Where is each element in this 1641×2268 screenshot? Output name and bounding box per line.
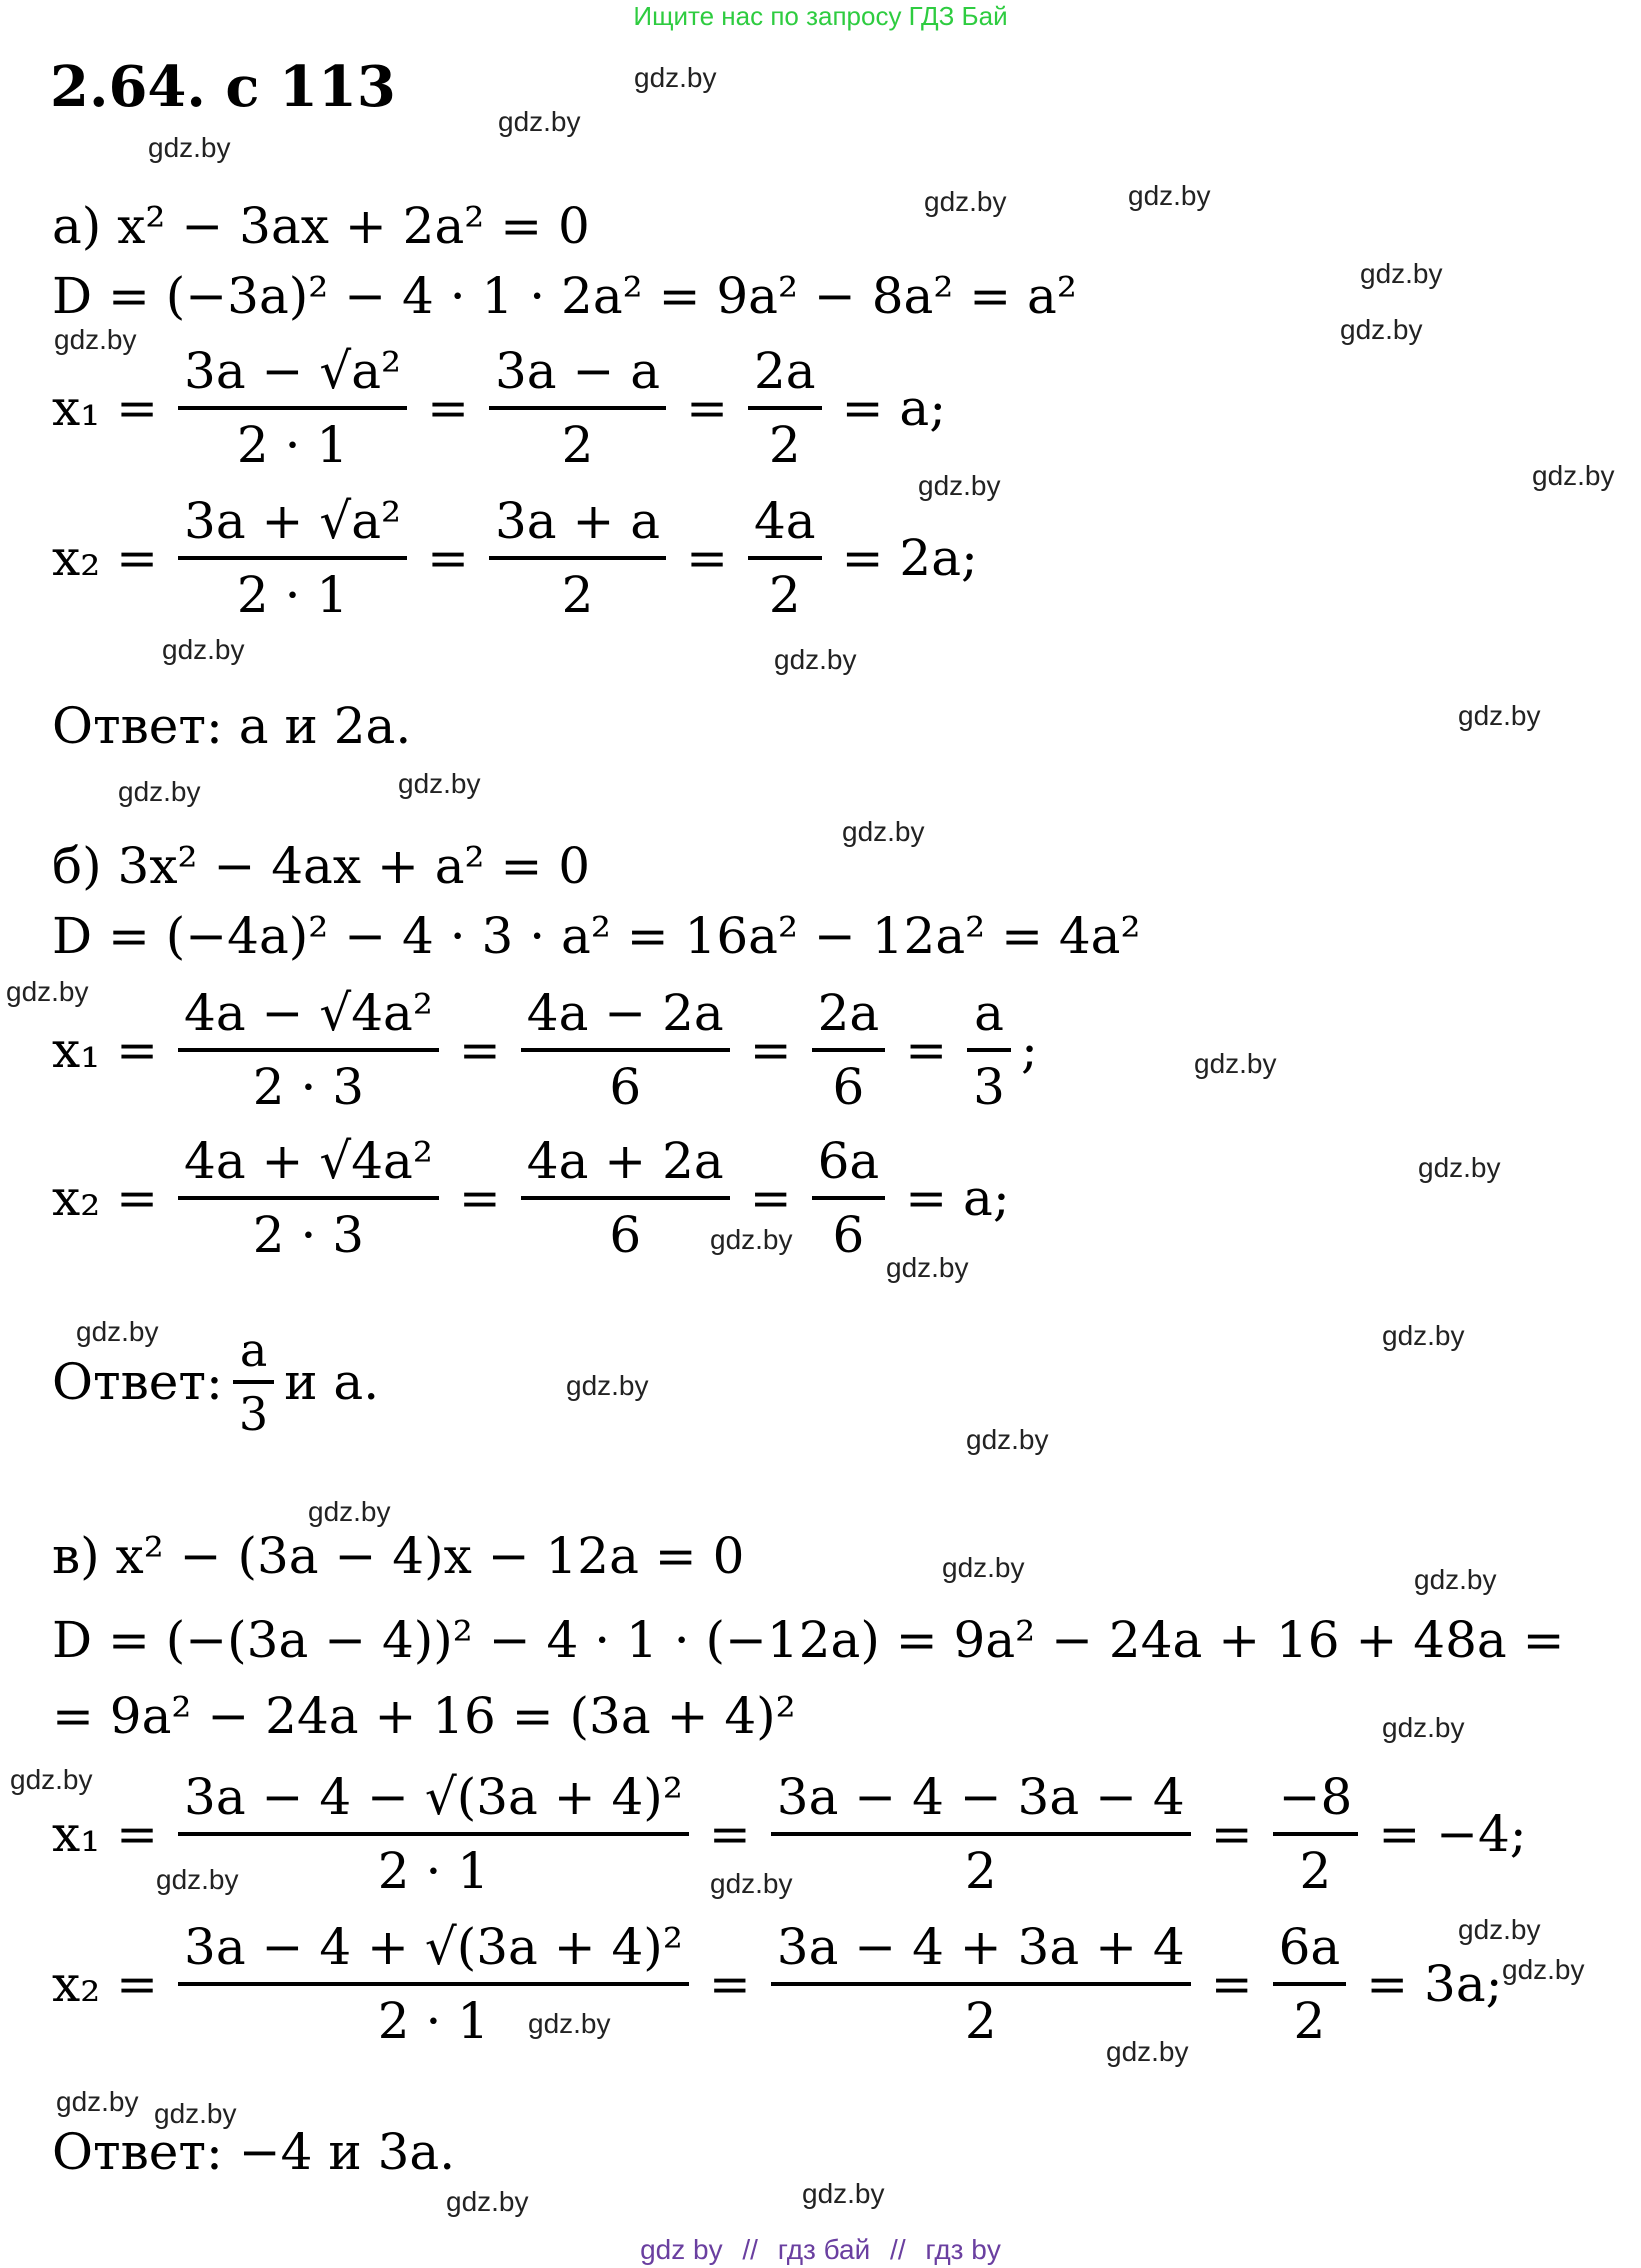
part-b-equation: б) 3x² − 4ax + a² = 0: [52, 837, 591, 895]
footer-link[interactable]: gdz by: [640, 2234, 723, 2265]
watermark: gdz.by: [154, 2098, 237, 2129]
watermark: gdz.by: [156, 1864, 239, 1895]
part-c-discriminant-1: D = (−(3a − 4))² − 4 · 1 · (−12a) = 9a² − 24a + 16 + 48a =: [52, 1611, 1565, 1669]
part-a-equation: а) x² − 3ax + 2a² = 0: [52, 197, 590, 255]
fraction: $\frac{3a - 4 + 3a + 4}{2}$: [771, 1916, 1191, 2052]
watermark: gdz.by: [942, 1552, 1025, 1583]
fraction: $\frac{6a}{6}$: [812, 1130, 886, 1266]
footer-separator: //: [890, 2234, 906, 2265]
part-a-x2: x₂ = $\frac{\text{3a + √a²}}{2 \cdot 1}$ = $\frac{3a + a}{2}$ = $\frac{4a}{2}$ = 2a;: [52, 492, 978, 624]
watermark: gdz.by: [886, 1252, 969, 1283]
watermark: gdz.by: [1414, 1564, 1497, 1595]
fraction: $\frac{a}{3}$: [233, 1324, 274, 1440]
x1-label: x₁ =: [52, 1805, 159, 1863]
footer-separator: //: [742, 2234, 758, 2265]
fraction: $\frac{\text{3a − √a²}}{2 \cdot 1}$: [178, 340, 407, 476]
watermark: gdz.by: [1458, 700, 1541, 731]
part-b-discriminant: D = (−4a)² − 4 · 3 · a² = 16a² − 12a² = 4a²: [52, 907, 1141, 965]
watermark: gdz.by: [1340, 314, 1423, 345]
watermark: gdz.by: [1382, 1712, 1465, 1743]
fraction: $\frac{3a + a}{2}$: [489, 490, 666, 626]
fraction: $\frac{4a + 2a}{6}$: [521, 1130, 730, 1266]
watermark: gdz.by: [1458, 1914, 1541, 1945]
fraction: $\frac{\text{4a − √4a²}}{2 \cdot 3}$: [178, 982, 439, 1118]
part-a-discriminant: D = (−3a)² − 4 · 1 · 2a² = 9a² − 8a² = a²: [52, 267, 1077, 325]
watermark: gdz.by: [56, 2086, 139, 2117]
watermark: gdz.by: [924, 186, 1007, 217]
watermark: gdz.by: [54, 324, 137, 355]
watermark: gdz.by: [634, 62, 717, 93]
part-a-x1: x₁ = $\frac{\text{3a − √a²}}{2 \cdot 1}$ = $\frac{3a - a}{2}$ = $\frac{2a}{2}$ = a;: [52, 342, 947, 474]
part-b-x1: x₁ = $\frac{\text{4a − √4a²}}{2 \cdot 3}$ = $\frac{4a - 2a}{6}$ = $\frac{2a}{6}$ = $\frac{a}{3}$ ;: [52, 984, 1038, 1116]
page-title: 2.64. с 113: [50, 54, 396, 120]
watermark: gdz.by: [6, 976, 89, 1007]
part-c-x2: x₂ = $\frac{\text{3a − 4 + √(3a + 4)²}}{2 \cdot 1}$ = $\frac{3a - 4 + 3a + 4}{2}$ = $\frac{6a}{2}$ = 3a;: [52, 1918, 1503, 2050]
fraction: $\frac{-8}{2}$: [1273, 1766, 1359, 1902]
watermark: gdz.by: [566, 1370, 649, 1401]
fraction: $\frac{4a - 2a}{6}$: [521, 982, 730, 1118]
part-c-x1: x₁ = $\frac{\text{3a − 4 − √(3a + 4)²}}{2 \cdot 1}$ = $\frac{3a - 4 - 3a - 4}{2}$ = $\frac{-8}{2}$ = −4;: [52, 1768, 1527, 1900]
watermark: gdz.by: [308, 1496, 391, 1527]
watermark: gdz.by: [528, 2008, 611, 2039]
search-banner[interactable]: Ищите нас по запросу ГДЗ Бай: [633, 1, 1008, 31]
watermark: gdz.by: [710, 1868, 793, 1899]
fraction: $\frac{\text{3a + √a²}}{2 \cdot 1}$: [178, 490, 407, 626]
fraction: $\frac{\text{4a + √4a²}}{2 \cdot 3}$: [178, 1130, 439, 1266]
fraction: $\frac{4a}{2}$: [748, 490, 822, 626]
watermark: gdz.by: [774, 644, 857, 675]
watermark: gdz.by: [10, 1764, 93, 1795]
part-b-answer: Ответ: $\frac{a}{3}$ и a.: [52, 1323, 380, 1441]
x2-label: x₂ =: [52, 1169, 159, 1227]
footer-links: [0, 2234, 1641, 2266]
fraction: $\frac{3a - 4 - 3a - 4}{2}$: [771, 1766, 1191, 1902]
watermark: gdz.by: [842, 816, 925, 847]
fraction: $\frac{2a}{6}$: [812, 982, 886, 1118]
x1-label: x₁ =: [52, 379, 159, 437]
part-b-x2: x₂ = $\frac{\text{4a + √4a²}}{2 \cdot 3}$ = $\frac{4a + 2a}{6}$ = $\frac{6a}{6}$ = a;: [52, 1132, 1010, 1264]
part-c-answer: Ответ: −4 и 3a.: [52, 2123, 456, 2181]
fraction: $\frac{\text{3a − 4 + √(3a + 4)²}}{2 \cdot 1}$: [178, 1916, 689, 2052]
watermark: gdz.by: [498, 106, 581, 137]
watermark: gdz.by: [118, 776, 201, 807]
footer-link[interactable]: гдз by: [925, 2234, 1001, 2265]
x2-label: x₂ =: [52, 529, 159, 587]
x2-label: x₂ =: [52, 1955, 159, 2013]
watermark: gdz.by: [398, 768, 481, 799]
watermark: gdz.by: [1532, 460, 1615, 491]
watermark: gdz.by: [1502, 1954, 1585, 1985]
watermark: gdz.by: [710, 1224, 793, 1255]
watermark: gdz.by: [1106, 2036, 1189, 2067]
watermark: gdz.by: [802, 2178, 885, 2209]
footer-link[interactable]: гдз бай: [777, 2234, 871, 2265]
x1-label: x₁ =: [52, 1021, 159, 1079]
watermark: gdz.by: [918, 470, 1001, 501]
watermark: gdz.by: [1382, 1320, 1465, 1351]
watermark: gdz.by: [966, 1424, 1049, 1455]
fraction: $\frac{a}{3}$: [967, 982, 1011, 1118]
fraction: $\frac{3a - a}{2}$: [489, 340, 666, 476]
part-a-answer: Ответ: a и 2a.: [52, 697, 412, 755]
watermark: gdz.by: [148, 132, 231, 163]
watermark: gdz.by: [1360, 258, 1443, 289]
watermark: gdz.by: [1194, 1048, 1277, 1079]
watermark: gdz.by: [1418, 1152, 1501, 1183]
watermark: gdz.by: [76, 1316, 159, 1347]
fraction: $\frac{6a}{2}$: [1273, 1916, 1347, 2052]
watermark: gdz.by: [446, 2186, 529, 2217]
fraction: $\frac{2a}{2}$: [748, 340, 822, 476]
watermark: gdz.by: [1128, 180, 1211, 211]
part-c-equation: в) x² − (3a − 4)x − 12a = 0: [52, 1527, 745, 1585]
part-c-discriminant-2: = 9a² − 24a + 16 = (3a + 4)²: [52, 1687, 796, 1745]
fraction: $\frac{\text{3a − 4 − √(3a + 4)²}}{2 \cdot 1}$: [178, 1766, 689, 1902]
watermark: gdz.by: [162, 634, 245, 665]
